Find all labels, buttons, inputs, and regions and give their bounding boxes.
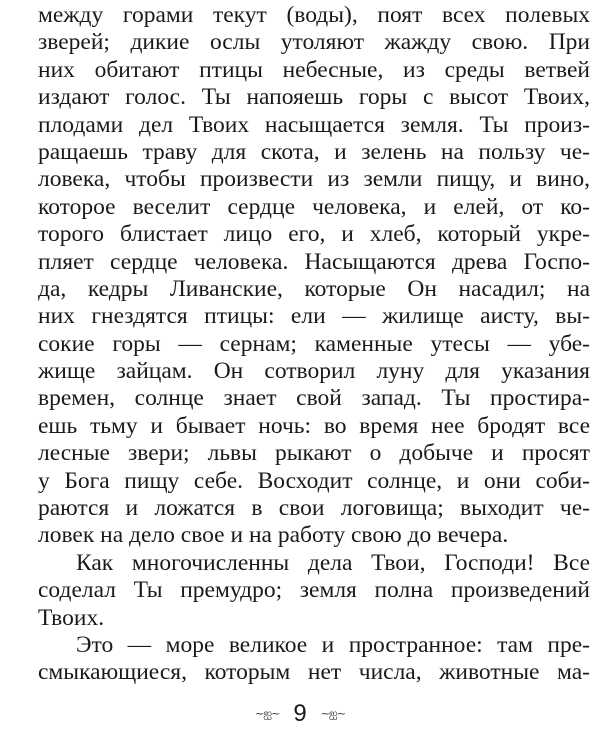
page-number: 9	[293, 700, 307, 727]
text-line: Как многочисленны дела Твои, Господи! Все	[76, 549, 590, 576]
text-line: ловек на дело свое и на работу свою до вечера.	[38, 522, 509, 549]
text-line: ешь тьму и бывает ночь: во время нее бродят все	[38, 412, 590, 439]
text-line: них обитают птицы небесные, из среды ветвей	[38, 56, 590, 83]
text-line: издают голос. Ты напояешь горы с высот Твоих,	[38, 84, 590, 111]
text-line: плодами дел Твоих насыщается земля. Ты произ-	[38, 111, 590, 138]
ornament-left-icon: ~ஐ~	[255, 707, 280, 721]
text-line: сокие горы — сернам; каменные утесы — убе-	[38, 330, 590, 357]
ornament-right-icon: ~ஐ~	[320, 707, 345, 721]
text-line: жище зайцам. Он сотворил луну для указания	[38, 358, 590, 385]
text-line: Это — море великое и пространное: там пре-	[76, 631, 590, 658]
page-text	[38, 2, 590, 687]
text-line: пляет сердце человека. Насыщаются древа Госпо-	[38, 248, 590, 275]
text-line: лесные звери; львы рыкают о добыче и просят	[38, 440, 590, 467]
text-line: соделал Ты премудро; земля полна произведений	[38, 577, 590, 604]
text-line: у Бога пищу себе. Восходит солнце, и они соби-	[38, 467, 590, 494]
text-line: смыкающиеся, которым нет числа, животные ма-	[38, 659, 590, 686]
text-line: ращаешь траву для скота, и зелень на пользу че-	[38, 138, 590, 165]
text-line: зверей; дикие ослы утоляют жажду свою. При	[38, 29, 590, 56]
text-line: торого блистает лицо его, и хлеб, который укре-	[38, 221, 590, 248]
text-line: них гнездятся птицы: ели — жилище аисту, вы-	[38, 303, 590, 330]
page-footer	[0, 700, 600, 728]
text-line: которое веселит сердце человека, и елей, от ко-	[38, 193, 590, 220]
text-line: времен, солнце знает свой запад. Ты простира-	[38, 385, 590, 412]
text-line: ловека, чтобы произвести из земли пищу, и вино,	[38, 166, 590, 193]
text-line: между горами текут (воды), поят всех полевых	[38, 2, 590, 28]
text-line: раются и ложатся в свои логовища; выходит че-	[38, 495, 590, 522]
text-line: Твоих.	[38, 604, 105, 631]
text-line: да, кедры Ливанские, которые Он насадил; на	[38, 275, 590, 302]
